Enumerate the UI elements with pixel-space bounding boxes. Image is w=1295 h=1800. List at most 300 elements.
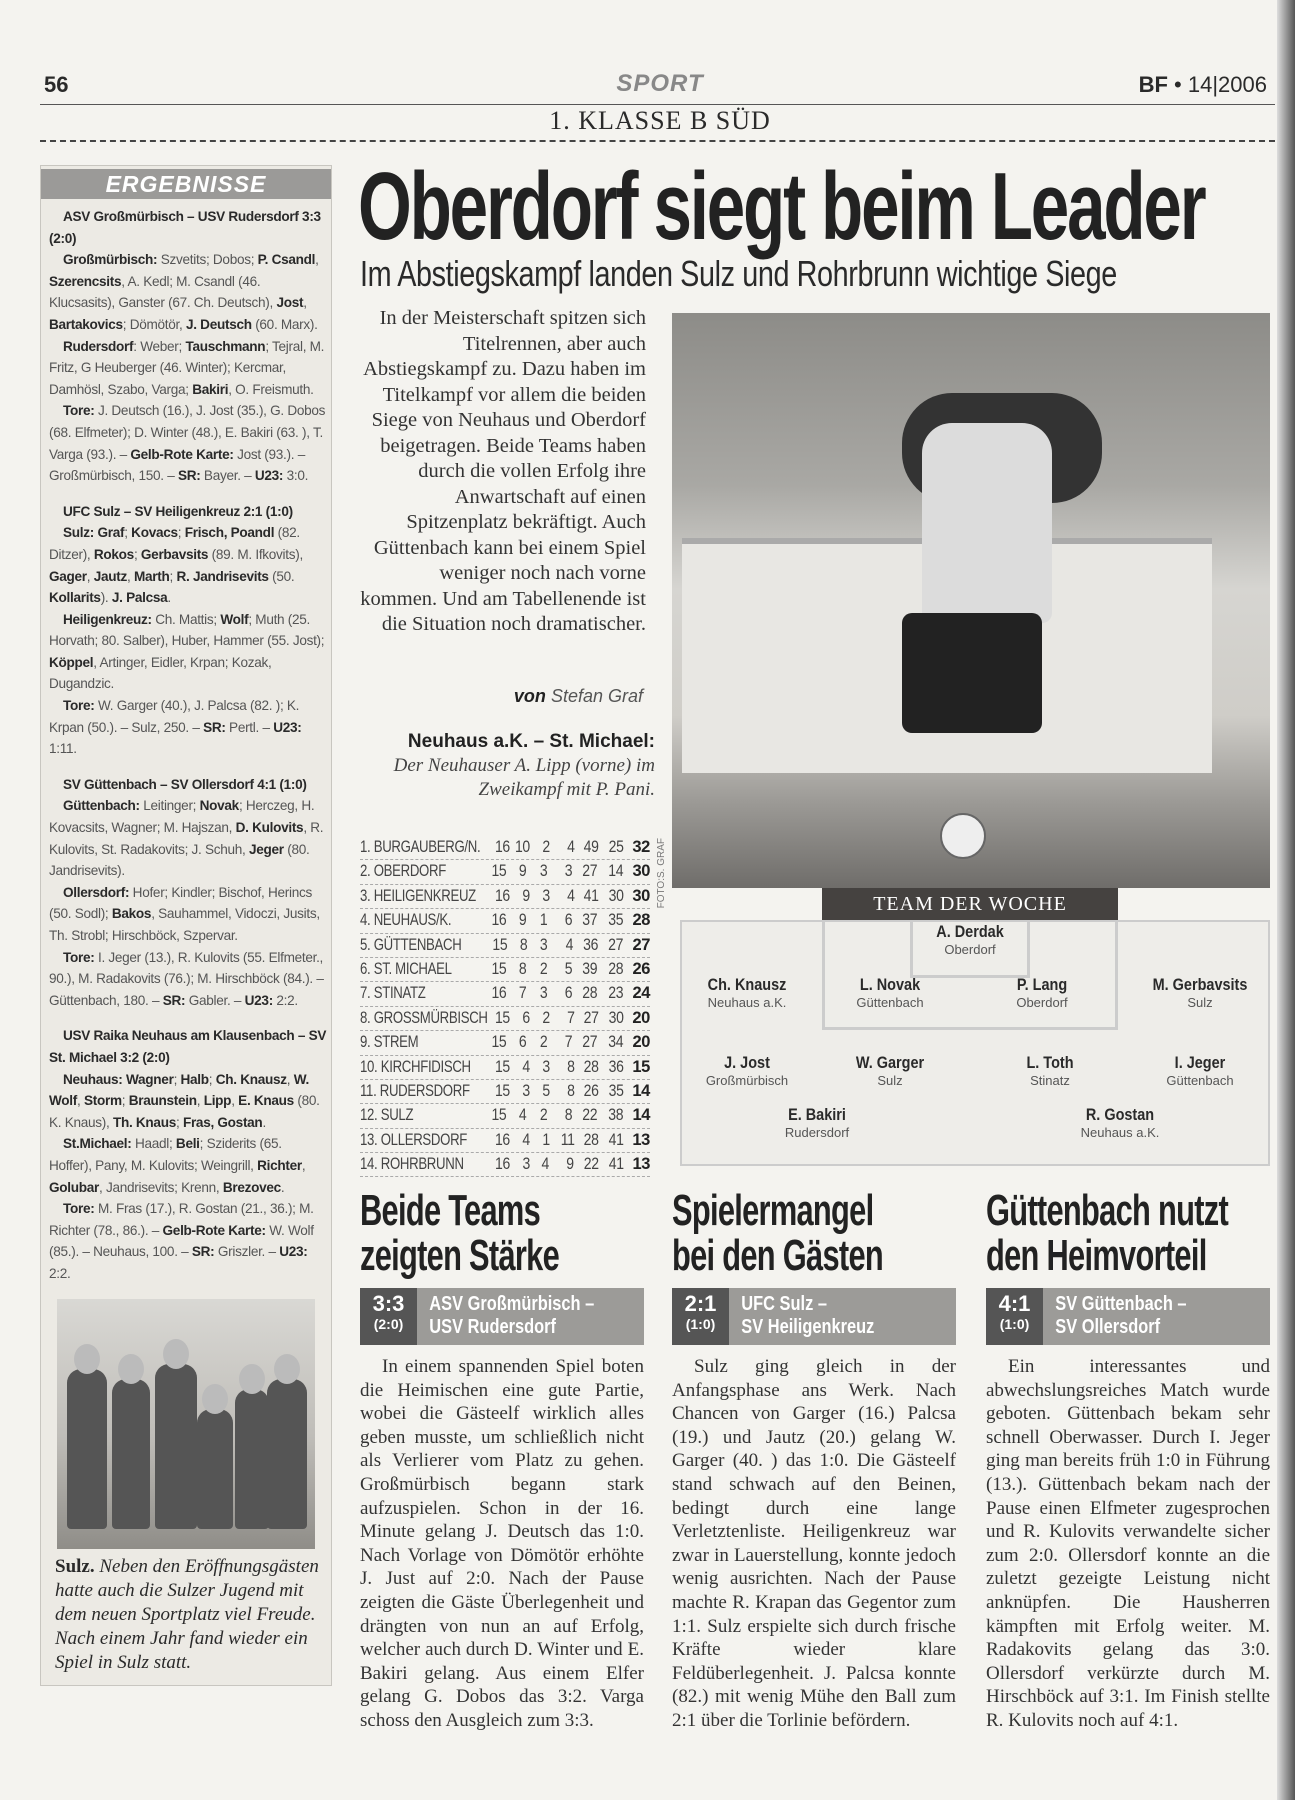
bold-text: Gager — [49, 568, 87, 584]
bold-text: Heiligenkreuz: — [63, 611, 152, 627]
text: ; — [173, 1071, 181, 1087]
player-club: Sulz — [1187, 995, 1213, 1010]
team-of-week-player — [1050, 1105, 1190, 1140]
cell-points: 24 — [632, 984, 651, 1003]
cell-losses: 6 — [564, 984, 573, 1003]
match-heading — [49, 774, 327, 796]
score-bar — [672, 1288, 956, 1345]
teams — [1043, 1288, 1187, 1345]
issue-number: 14 — [1187, 72, 1213, 97]
cell-wins: 8 — [519, 935, 528, 954]
bold-text: Köppel — [49, 654, 94, 670]
text: ; Dömötör, — [122, 316, 186, 332]
headline-line: zeigten Stärke — [360, 1231, 560, 1280]
cell-goals-for: 36 — [582, 935, 598, 954]
player-name: L. Novak — [859, 975, 921, 994]
match-detail — [49, 336, 327, 401]
text: Griszler. – — [214, 1244, 280, 1260]
bold-text: Ollersdorf: — [63, 884, 130, 900]
cell-team — [360, 1129, 490, 1152]
text: Gabler. – — [185, 992, 245, 1008]
match-detail — [49, 1133, 327, 1198]
bold-text: Großmürbisch: — [63, 252, 158, 268]
text: Szvetits; Dobos; — [157, 252, 258, 268]
headline-line: Beide Teams — [360, 1186, 541, 1235]
report-headline — [986, 1186, 1229, 1280]
cell-goals-against: 35 — [608, 1081, 624, 1100]
caption-text: Neben den Eröffnungsgästen hatte auch die Sulzer Jugend mit dem neuen Sportplatz viel Freude. Nach einem Jahr fand wieder ein Spiel in Sulz statt. — [55, 1555, 319, 1673]
text: ; — [121, 1093, 129, 1109]
cell-wins: 9 — [519, 862, 527, 881]
bold-text: SR: — [191, 1244, 215, 1260]
bold-text: J. Palcsa — [111, 590, 168, 606]
issue-info: BF • 14|2006 — [1138, 72, 1267, 97]
final-score: 2:1 — [684, 1291, 717, 1316]
text: , — [301, 1157, 306, 1173]
bold-text: U23: — [273, 719, 302, 735]
cell-points: 26 — [632, 959, 651, 978]
match-photo — [672, 313, 1270, 888]
text: Ch. Mattis; — [151, 611, 221, 627]
text: Haadl; — [131, 1136, 176, 1152]
cell-points: 20 — [632, 1008, 650, 1027]
bold-text: E. Knaus — [238, 1093, 294, 1109]
cell-games: 16 — [494, 1155, 510, 1174]
cell-draws: 2 — [539, 1106, 548, 1125]
bold-text: Tore: — [63, 698, 95, 714]
headline-line: bei den Gästen — [672, 1231, 883, 1280]
text: Leitinger; — [139, 798, 200, 814]
bold-text: Rudersdorf — [63, 338, 134, 354]
cell-losses: 8 — [564, 1106, 573, 1125]
text: ). — [100, 590, 112, 606]
cell-losses: 4 — [566, 886, 575, 905]
author-name: Stefan Graf — [550, 686, 643, 706]
bold-text: Güttenbach: — [63, 798, 140, 814]
match-detail — [49, 1198, 327, 1284]
text: , — [77, 1093, 84, 1109]
bold-text: Kollarits — [49, 590, 101, 606]
bold-text: Beli — [175, 1136, 200, 1152]
cell-team — [360, 1104, 486, 1127]
cell-games: 15 — [494, 1081, 510, 1100]
player-name: M. Gerbavsits — [1152, 975, 1248, 994]
results-title: ERGEBNISSE — [41, 169, 331, 199]
text: Jost (93.). – Großmürbisch, 150. – — [49, 446, 305, 484]
cell-games: 15 — [494, 1008, 510, 1027]
match-report — [986, 1188, 1270, 1733]
cell-draws: 4 — [541, 1155, 550, 1174]
text: ; Herczeg, H. Kovacsits, Wagner; M. Hajszan, — [49, 798, 315, 836]
cell-games: 16 — [494, 838, 510, 856]
standings-row — [360, 1080, 650, 1104]
photo-caption — [385, 730, 655, 802]
scan-edge — [1277, 0, 1295, 1800]
bold-text: Rokos — [93, 546, 134, 562]
team-of-week-player — [1130, 975, 1270, 1010]
bold-text: Tauschmann — [185, 338, 266, 354]
bold-text: U23: — [279, 1244, 308, 1260]
standings-row — [360, 1104, 650, 1128]
team-name: 13. OLLERSDORF — [360, 1130, 468, 1149]
text: ; Tejral, M. Fritz, G Heuberger (46. Winter); Kercmar, Damhösl, Szabo, Varga; — [49, 338, 325, 397]
cell-draws: 3 — [542, 886, 550, 905]
sub-headline: Im Abstiegskampf landen Sulz und Rohrbrunn wichtige Siege — [360, 253, 1117, 294]
bold-text: Jautz — [93, 568, 128, 584]
youth-photo-caption — [55, 1555, 325, 1675]
text: , — [286, 1071, 294, 1087]
match-detail — [49, 882, 327, 947]
team-name: 4. NEUHAUS/K. — [360, 911, 452, 930]
text: . — [262, 1114, 266, 1130]
text: 3:0. — [283, 468, 309, 484]
final-score: 3:3 — [372, 1291, 405, 1316]
standings-row — [360, 836, 650, 860]
text: , O. Freismuth. — [228, 381, 314, 397]
team-name: 10. KIRCHFIDISCH — [360, 1057, 471, 1076]
cell-points: 14 — [632, 1081, 650, 1100]
issue-year: 2006 — [1218, 72, 1267, 97]
cell-losses: 6 — [564, 911, 573, 930]
team-name: 12. SULZ — [360, 1106, 414, 1125]
bold-text: Gelb-Rote Karte: — [162, 1222, 266, 1238]
cell-games: 15 — [492, 935, 508, 954]
team-name: 14. ROHRBRUNN — [360, 1155, 464, 1174]
report-headline — [672, 1186, 883, 1280]
text: ; — [133, 546, 141, 562]
bold-text: R. Jandrisevits — [176, 568, 269, 584]
caption-lead: Neuhaus a.K. – St. Michael: — [407, 731, 655, 752]
text: , — [127, 568, 134, 584]
cell-games: 16 — [494, 886, 510, 905]
team-of-week-player — [747, 1105, 887, 1140]
cell-points: 27 — [632, 935, 651, 954]
match-heading — [49, 501, 327, 523]
teams — [729, 1288, 874, 1345]
text: ; Muth (25. Horvath; 80. Salber), Huber, Hammer (55. Jost); — [49, 611, 325, 649]
cell-draws: 3 — [539, 984, 548, 1003]
cell-games: 16 — [491, 911, 507, 930]
text: ; — [124, 525, 132, 541]
cell-team — [360, 885, 490, 908]
cell-goals-for: 27 — [583, 1008, 599, 1027]
bold-text: D. Kulovits — [235, 820, 304, 836]
headline-line: den Heimvorteil — [986, 1231, 1207, 1280]
cell-team — [360, 1153, 490, 1176]
report-body: Ein interessantes und abwechslungsreiches Match wurde geboten. Güttenbach bekam sehr schnell Oberwasser. Durch I. Jeger ging man bereits früh 1:0 in Führung (13.). Güttenbach bekam nach der Pause einen Elfmeter zugesprochen und R. Kulovits verwandelte sicher zum 2:0. Ollersdorf konnte an die zuletzt gezeigte Leistung nicht anknüpfen. Die Hausherren kämpften mit Erfolg weiter. M. Radakovits gelang das 3:0. Ollersdorf verkürzte durch M. Hirschböck auf 3:1. Im Finish stellte R. Kulovits noch auf 4:1. — [986, 1356, 1270, 1731]
cell-wins: 7 — [519, 984, 527, 1003]
standings-row — [360, 1007, 650, 1031]
bold-text: Brezovec — [222, 1179, 281, 1195]
bold-text: Bakiri — [192, 381, 229, 397]
report-body: Sulz ging gleich in der Anfangsphase ans Werk. Nach Chancen von Garger (16.) Palcsa (19.) und Jautz (20.) gelang W. Garger (40. ) das 1:0. Die Gästeelf stand schwach auf den Beinen, bedingt durch eine lange Verletztenliste. Heiligenkreuz war zwar in Lauerstellung, konnte jedoch wenig ausrichten. Nach der Pause machte R. Krapan das Gegentor zum 1:1. Sulz erspielte sich durch frische Kräfte wieder klare Feldüberlegenheit. J. Palcsa konnte (82.) mit wenig Mühe den Ball zum 2:1 über die Torlinie befördern. — [672, 1356, 956, 1731]
text: (80. K. Knaus), — [49, 1093, 320, 1130]
match-detail — [49, 947, 327, 1012]
cell-draws: 2 — [539, 1033, 548, 1052]
intro-text: In der Meisterschaft spitzen sich Titelrennen, aber auch Abstiegskampf zu. Dazu haben im Titelkampf vor allem die beiden Siege von Neuhaus und Oberdorf beigetragen. Beide Teams haben durch die vollen Erfolg ihre Anwartschaft auf einen Spitzenplatz bekräftigt. Auch Güttenbach kann bei einem Spiel weniger noch nach vorne kommen. Und am Tabellenende ist die Situation noch dramatischer. — [360, 307, 646, 635]
bold-text: Gelb-Rote Karte: — [130, 446, 234, 462]
cell-points: 30 — [632, 886, 650, 905]
cell-goals-against: 28 — [607, 959, 623, 978]
player-name: I. Jeger — [1174, 1053, 1226, 1072]
cell-losses: 4 — [566, 838, 575, 856]
cell-losses: 3 — [564, 862, 573, 881]
cell-wins: 4 — [522, 1057, 530, 1076]
match-detail — [49, 400, 327, 486]
text: (80. Jandrisevits). — [49, 841, 310, 879]
league-title: 1. KLASSE B SÜD — [549, 106, 771, 135]
team-name: 2. OBERDORF — [360, 862, 446, 881]
bold-text: Fras, Gostan — [182, 1114, 263, 1130]
bold-text: Tore: — [63, 1201, 95, 1217]
bold-text: W. Wolf — [49, 1071, 310, 1109]
cell-team — [360, 1056, 490, 1079]
cell-draws: 3 — [542, 1057, 550, 1076]
player-name: W. Garger — [855, 1053, 925, 1072]
team-of-week-player — [972, 975, 1112, 1010]
cell-losses: 7 — [566, 1008, 575, 1027]
final-score: 4:1 — [998, 1291, 1031, 1316]
cell-draws: 1 — [542, 1130, 550, 1149]
team-name: 11. RUDERSDORF — [360, 1081, 470, 1100]
bold-text: Jost — [276, 295, 304, 311]
bold-text: U23: — [244, 992, 273, 1008]
team-of-week-player — [900, 922, 1040, 957]
player-name: P. Lang — [1016, 975, 1068, 994]
halftime-score: (2:0) — [373, 1316, 404, 1332]
match-heading — [49, 206, 327, 249]
cell-draws: 2 — [542, 1008, 550, 1027]
cell-points: 30 — [632, 862, 651, 881]
text: , R. Kulovits, St. Radakovits; J. Schuh, — [49, 820, 324, 857]
cell-goals-against: 36 — [608, 1057, 624, 1076]
text: (50. — [268, 568, 295, 584]
text: Pertl. – — [225, 719, 274, 735]
bold-text: ASV Großmürbisch – USV Rudersdorf 3:3 (2:0) — [49, 209, 321, 246]
match-detail — [49, 522, 327, 608]
cell-goals-against: 41 — [608, 1130, 624, 1149]
section-title: SPORT — [616, 70, 704, 97]
cell-draws: 5 — [542, 1081, 550, 1100]
cell-team — [360, 836, 490, 859]
cell-goals-for: 27 — [582, 862, 598, 881]
bold-text: Lipp — [203, 1093, 232, 1109]
cell-team — [360, 860, 486, 883]
player-name: L. Toth — [1026, 1053, 1074, 1072]
photo-credit: FOTO:S. GRAF — [656, 838, 667, 909]
standings-row — [360, 1056, 650, 1080]
cell-points: 13 — [632, 1155, 651, 1174]
bold-text: Halb — [180, 1071, 209, 1087]
bold-text: SV Güttenbach – SV Ollersdorf 4:1 (1:0) — [63, 776, 307, 792]
team-of-week-player — [820, 1053, 960, 1088]
cell-draws: 2 — [539, 959, 548, 978]
bold-text: Wolf — [220, 611, 249, 627]
cell-points: 15 — [632, 1057, 650, 1076]
score-bar — [360, 1288, 644, 1345]
standings-row — [360, 982, 650, 1006]
home-team: SV Güttenbach – — [1055, 1293, 1187, 1315]
text: ; Sziderits (65. Hoffer), Pany, M. Kulovits; Weingrill, — [49, 1136, 282, 1173]
cell-goals-against: 27 — [608, 935, 623, 954]
headline-line: Spielermangel — [672, 1186, 874, 1235]
text: , Artinger, Eidler, Krpan; Kozak, Dugandzic. — [49, 654, 272, 692]
team-name: 1. BURGAUBERG/N. — [360, 838, 481, 856]
bold-text: P. Csandl — [257, 252, 316, 268]
bold-text: Novak — [199, 798, 239, 814]
cell-losses: 4 — [565, 935, 573, 954]
caption-lead: Sulz. — [55, 1555, 95, 1577]
cell-goals-against: 25 — [608, 838, 624, 856]
home-team: ASV Großmürbisch – — [429, 1293, 595, 1315]
score-box — [360, 1288, 417, 1345]
cell-wins: 10 — [514, 838, 530, 856]
bold-text: SR: — [162, 992, 186, 1008]
text: , — [231, 1093, 239, 1109]
text: 1:11. — [49, 741, 77, 757]
team-name: 6. ST. MICHAEL — [360, 959, 452, 978]
team-name: 3. HEILIGENKREUZ — [360, 886, 476, 905]
team-name: 5. GÜTTENBACH — [360, 935, 462, 954]
cell-team — [360, 934, 487, 957]
text: ; — [175, 1114, 183, 1130]
cell-goals-against: 41 — [608, 1155, 624, 1174]
bold-text: U23: — [254, 468, 284, 484]
bold-text: J. Deutsch — [185, 316, 252, 332]
text: W. Wolf (85.). – Neuhaus, 100. – — [49, 1222, 314, 1260]
byline — [360, 686, 643, 707]
team-of-week-player — [1130, 1053, 1270, 1088]
text: , A. Kedl; M. Csandl (46. Klucsasits), Ganster (67. Ch. Deutsch), — [49, 273, 277, 311]
teams — [417, 1288, 594, 1345]
bold-text: Bakos — [111, 906, 152, 922]
standings-row — [360, 909, 650, 933]
player-figure — [922, 423, 1052, 623]
youth-team-photo — [57, 1299, 315, 1549]
cell-draws: 2 — [542, 838, 550, 856]
text: (89. M. Ifkovits), — [208, 546, 303, 562]
cell-goals-against: 14 — [607, 862, 623, 881]
cell-goals-for: 28 — [582, 984, 598, 1003]
bold-text: St.Michael: — [63, 1136, 132, 1152]
player-club: Großmürbisch — [705, 1073, 789, 1088]
team-of-week-player — [820, 975, 960, 1010]
standings-row — [360, 1031, 650, 1055]
bold-text: Storm — [83, 1093, 122, 1109]
football — [940, 813, 986, 859]
bold-text: Jeger — [249, 841, 284, 857]
bold-text: Gerbavsits — [140, 546, 209, 562]
text: , Jandrisevits; Krenn, — [99, 1179, 223, 1195]
team-of-week-player — [980, 1053, 1120, 1088]
dashed-divider — [40, 140, 1275, 142]
text: ; — [208, 1071, 216, 1087]
text: . — [280, 1179, 285, 1195]
team-of-week-player — [677, 975, 817, 1010]
text: , — [86, 568, 94, 584]
standings-row — [360, 934, 650, 958]
cell-goals-for: 22 — [582, 1106, 598, 1125]
cell-team — [360, 982, 486, 1005]
text: 2:2. — [49, 1265, 71, 1281]
bold-text: Sulz: Graf — [63, 525, 125, 541]
player-name: E. Bakiri — [788, 1105, 846, 1124]
score-box — [986, 1288, 1043, 1345]
team-name: 7. STINATZ — [360, 984, 426, 1003]
cell-goals-for: 49 — [583, 838, 599, 856]
home-team: UFC Sulz – — [741, 1293, 827, 1315]
cell-draws: 1 — [539, 911, 548, 930]
cell-goals-for: 27 — [582, 1033, 598, 1052]
away-team: SV Ollersdorf — [1055, 1316, 1161, 1338]
text: Bayer. – — [200, 468, 255, 484]
bold-text: Kovacs — [131, 525, 178, 541]
cell-team — [360, 1007, 490, 1030]
cell-team — [360, 958, 486, 981]
cell-wins: 6 — [519, 1033, 527, 1052]
player-club: Oberdorf — [1016, 995, 1068, 1010]
cell-games: 15 — [491, 1106, 507, 1125]
cell-goals-for: 26 — [583, 1081, 599, 1100]
match-report — [672, 1188, 956, 1733]
bold-text: Bartakovics — [49, 316, 123, 332]
match-report — [360, 1188, 644, 1733]
bold-text: Tore: — [63, 949, 95, 965]
match-detail — [49, 795, 327, 881]
away-team: USV Rudersdorf — [429, 1316, 556, 1338]
cell-goals-for: 28 — [583, 1057, 599, 1076]
cell-points: 13 — [632, 1130, 650, 1149]
text: I. Jeger (13.), R. Kulovits (55. Elfmeter., 90.), M. Radakovits (76.); M. Hirschböck (84.). – Güttenbach, 180. – — [49, 949, 324, 1008]
cell-games: 16 — [491, 984, 507, 1003]
standings-row — [360, 885, 650, 909]
team-name: 9. STREM — [360, 1033, 419, 1052]
cell-games: 15 — [491, 1033, 507, 1052]
cell-wins: 3 — [522, 1081, 530, 1100]
cell-wins: 9 — [522, 886, 530, 905]
cell-points: 14 — [632, 1106, 651, 1125]
cell-losses: 11 — [560, 1130, 575, 1149]
player-club: Oberdorf — [944, 942, 996, 957]
text: 2:2. — [272, 992, 298, 1008]
cell-draws: 3 — [539, 862, 548, 881]
text: Hofer; Kindler; Bischof, Herincs (50. Sodl); — [49, 884, 312, 922]
bold-text: Szerencsits — [49, 273, 122, 289]
bold-text: Frisch, Poandl — [184, 525, 275, 541]
bold-text: SR: — [203, 719, 226, 735]
text: . — [167, 590, 171, 606]
score-bar — [986, 1288, 1270, 1345]
cell-team — [360, 1080, 490, 1103]
bold-text: Neuhaus: Wagner — [63, 1071, 174, 1087]
standings-row — [360, 1129, 650, 1153]
cell-goals-against: 38 — [607, 1106, 623, 1125]
player-club: Rudersdorf — [784, 1125, 850, 1140]
match-detail — [49, 695, 327, 760]
bold-text: USV Raika Neuhaus am Klausenbach – SV St. Michael 3:2 (2:0) — [49, 1028, 327, 1065]
match-detail — [49, 249, 327, 335]
text: ; — [169, 568, 177, 584]
text: , — [303, 295, 307, 311]
brand: BF — [1138, 72, 1168, 97]
halftime-score: (1:0) — [999, 1316, 1030, 1332]
results-list — [49, 206, 327, 1285]
standings-row — [360, 958, 650, 982]
cell-points: 32 — [632, 838, 650, 856]
bold-text: Tore: — [63, 403, 95, 419]
player-name: J. Jost — [724, 1053, 770, 1072]
cell-games: 15 — [491, 959, 507, 978]
